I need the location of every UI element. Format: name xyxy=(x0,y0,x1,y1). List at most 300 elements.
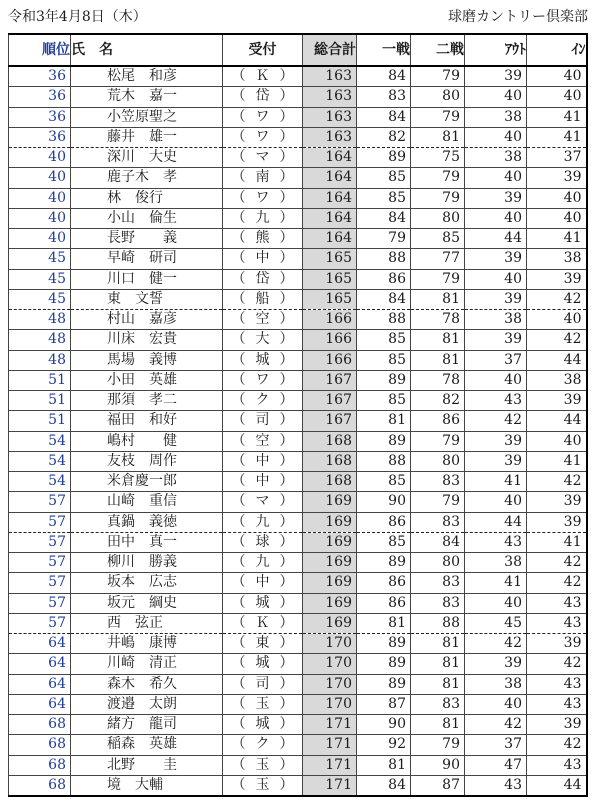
rank-cell: 40 xyxy=(9,188,71,208)
out-cell: 40 xyxy=(465,208,527,228)
name-cell: 鹿子木 孝 xyxy=(71,168,223,188)
table-row xyxy=(9,451,587,471)
reception-cell xyxy=(223,310,303,330)
table-row xyxy=(9,188,587,208)
rank-cell: 64 xyxy=(9,634,71,654)
reception-code: 玉 xyxy=(255,776,270,793)
second-round-cell: 79 xyxy=(411,168,465,188)
reception-cell xyxy=(223,168,303,188)
name-cell: 坂元 綱史 xyxy=(71,593,223,613)
reception-code: 城 xyxy=(255,716,270,733)
paren-open: （ xyxy=(231,655,246,672)
paren-open: （ xyxy=(231,756,246,773)
paren-close: ） xyxy=(279,513,294,530)
total-cell: 170 xyxy=(303,694,357,714)
first-round-cell: 86 xyxy=(357,593,411,613)
paren-open: （ xyxy=(231,128,246,145)
table-row xyxy=(9,553,587,573)
total-cell: 170 xyxy=(303,674,357,694)
paren-close: ） xyxy=(279,574,294,591)
paren-open: （ xyxy=(231,250,246,267)
rank-cell: 45 xyxy=(9,269,71,289)
out-cell: 37 xyxy=(465,735,527,755)
paren-open: （ xyxy=(231,452,246,469)
first-round-cell: 81 xyxy=(357,613,411,633)
first-round-cell: 84 xyxy=(357,66,411,87)
second-round-cell: 81 xyxy=(411,127,465,147)
out-cell: 41 xyxy=(465,573,527,593)
paren-open: （ xyxy=(231,290,246,307)
out-cell: 39 xyxy=(465,289,527,309)
paren-close: ） xyxy=(279,655,294,672)
first-round-cell: 89 xyxy=(357,674,411,694)
name-cell: 小田 英雄 xyxy=(71,370,223,390)
in-cell: 39 xyxy=(527,512,587,532)
name-cell: 福田 和好 xyxy=(71,411,223,431)
table-row xyxy=(9,532,587,552)
second-round-cell: 82 xyxy=(411,391,465,411)
name-cell: 村山 嘉彦 xyxy=(71,310,223,330)
first-round-cell: 84 xyxy=(357,107,411,127)
first-round-cell: 89 xyxy=(357,634,411,654)
reception-code: ク xyxy=(255,392,270,409)
second-round-cell: 86 xyxy=(411,411,465,431)
out-cell: 37 xyxy=(465,350,527,370)
out-cell: 45 xyxy=(465,613,527,633)
col-total-header: 総合計 xyxy=(303,34,357,66)
first-round-cell: 92 xyxy=(357,735,411,755)
reception-code: ワ xyxy=(255,371,270,388)
reception-cell xyxy=(223,735,303,755)
rank-cell: 64 xyxy=(9,654,71,674)
rank-cell: 57 xyxy=(9,573,71,593)
paren-close: ） xyxy=(279,68,294,85)
total-cell: 165 xyxy=(303,249,357,269)
paren-open: （ xyxy=(231,594,246,611)
paren-open: （ xyxy=(231,169,246,186)
paren-close: ） xyxy=(279,635,294,652)
second-round-cell: 83 xyxy=(411,512,465,532)
out-cell: 39 xyxy=(465,66,527,87)
total-cell: 164 xyxy=(303,168,357,188)
second-round-cell: 81 xyxy=(411,654,465,674)
reception-cell xyxy=(223,492,303,512)
first-round-cell: 86 xyxy=(357,269,411,289)
out-cell: 38 xyxy=(465,107,527,127)
paren-close: ） xyxy=(279,533,294,550)
paren-open: （ xyxy=(231,88,246,105)
reception-cell xyxy=(223,573,303,593)
paren-open: （ xyxy=(231,189,246,206)
paren-open: （ xyxy=(231,776,246,793)
table-row xyxy=(9,391,587,411)
reception-code: 球 xyxy=(255,533,270,550)
rank-cell: 40 xyxy=(9,208,71,228)
paren-close: ） xyxy=(279,270,294,287)
total-cell: 171 xyxy=(303,775,357,796)
second-round-cell: 79 xyxy=(411,188,465,208)
table-row xyxy=(9,735,587,755)
out-cell: 43 xyxy=(465,775,527,796)
first-round-cell: 89 xyxy=(357,370,411,390)
total-cell: 167 xyxy=(303,391,357,411)
first-round-cell: 85 xyxy=(357,532,411,552)
first-round-cell: 85 xyxy=(357,472,411,492)
col-in-header: ｲﾝ xyxy=(527,34,587,66)
total-cell: 168 xyxy=(303,431,357,451)
name-cell: 長野 義 xyxy=(71,229,223,249)
paren-close: ） xyxy=(279,169,294,186)
in-cell: 41 xyxy=(527,127,587,147)
reception-code: ワ xyxy=(255,128,270,145)
reception-code: 中 xyxy=(255,574,270,591)
first-round-cell: 89 xyxy=(357,148,411,168)
paren-open: （ xyxy=(231,675,246,692)
first-round-cell: 83 xyxy=(357,87,411,107)
rank-cell: 68 xyxy=(9,775,71,796)
reception-cell xyxy=(223,188,303,208)
table-row xyxy=(9,107,587,127)
paren-open: （ xyxy=(231,311,246,328)
out-cell: 40 xyxy=(465,593,527,613)
rank-cell: 68 xyxy=(9,715,71,735)
second-round-cell: 90 xyxy=(411,755,465,775)
reception-code: 中 xyxy=(255,250,270,267)
col-first-round-header: 一戦 xyxy=(357,34,411,66)
first-round-cell: 90 xyxy=(357,715,411,735)
rank-cell: 36 xyxy=(9,87,71,107)
out-cell: 43 xyxy=(465,391,527,411)
paren-open: （ xyxy=(231,635,246,652)
paren-close: ） xyxy=(279,149,294,166)
paren-close: ） xyxy=(279,230,294,247)
first-round-cell: 89 xyxy=(357,553,411,573)
out-cell: 39 xyxy=(465,188,527,208)
first-round-cell: 85 xyxy=(357,168,411,188)
total-cell: 164 xyxy=(303,148,357,168)
reception-cell xyxy=(223,674,303,694)
reception-cell xyxy=(223,431,303,451)
reception-code: 大 xyxy=(255,331,270,348)
name-cell: 坂本 広志 xyxy=(71,573,223,593)
table-row xyxy=(9,350,587,370)
rank-cell: 57 xyxy=(9,613,71,633)
table-row xyxy=(9,694,587,714)
table-row xyxy=(9,431,587,451)
table-row xyxy=(9,66,587,87)
second-round-cell: 81 xyxy=(411,330,465,350)
paren-close: ） xyxy=(279,128,294,145)
second-round-cell: 79 xyxy=(411,107,465,127)
reception-code: マ xyxy=(255,149,270,166)
in-cell: 42 xyxy=(527,553,587,573)
second-round-cell: 78 xyxy=(411,310,465,330)
rank-cell: 51 xyxy=(9,370,71,390)
reception-code: 南 xyxy=(255,169,270,186)
paren-open: （ xyxy=(231,554,246,571)
reception-code: 玉 xyxy=(255,695,270,712)
second-round-cell: 80 xyxy=(411,451,465,471)
first-round-cell: 85 xyxy=(357,391,411,411)
paren-open: （ xyxy=(231,493,246,510)
name-cell: 松尾 和彦 xyxy=(71,66,223,87)
paren-close: ） xyxy=(279,392,294,409)
name-cell: 早崎 研司 xyxy=(71,249,223,269)
total-cell: 167 xyxy=(303,411,357,431)
table-row xyxy=(9,674,587,694)
paren-close: ） xyxy=(279,351,294,368)
first-round-cell: 82 xyxy=(357,127,411,147)
table-row xyxy=(9,289,587,309)
table-row xyxy=(9,411,587,431)
total-cell: 169 xyxy=(303,593,357,613)
reception-code: 中 xyxy=(255,473,270,490)
reception-code: 司 xyxy=(255,412,270,429)
first-round-cell: 81 xyxy=(357,755,411,775)
total-cell: 164 xyxy=(303,229,357,249)
first-round-cell: 84 xyxy=(357,289,411,309)
paren-open: （ xyxy=(231,513,246,530)
reception-code: 九 xyxy=(255,554,270,571)
in-cell: 44 xyxy=(527,775,587,796)
reception-code: Ｋ xyxy=(255,614,270,631)
name-cell: 柳川 勝義 xyxy=(71,553,223,573)
paren-close: ） xyxy=(279,432,294,449)
second-round-cell: 79 xyxy=(411,269,465,289)
out-cell: 43 xyxy=(465,532,527,552)
second-round-cell: 84 xyxy=(411,532,465,552)
first-round-cell: 87 xyxy=(357,694,411,714)
paren-close: ） xyxy=(279,594,294,611)
first-round-cell: 85 xyxy=(357,188,411,208)
rank-cell: 57 xyxy=(9,532,71,552)
total-cell: 165 xyxy=(303,289,357,309)
first-round-cell: 84 xyxy=(357,775,411,796)
rank-cell: 40 xyxy=(9,168,71,188)
in-cell: 44 xyxy=(527,350,587,370)
out-cell: 40 xyxy=(465,492,527,512)
name-cell: 小笠原聖之 xyxy=(71,107,223,127)
reception-cell xyxy=(223,755,303,775)
col-out-header: ｱｳﾄ xyxy=(465,34,527,66)
name-cell: 田中 真一 xyxy=(71,532,223,552)
table-row xyxy=(9,775,587,796)
out-cell: 40 xyxy=(465,87,527,107)
in-cell: 40 xyxy=(527,87,587,107)
out-cell: 39 xyxy=(465,330,527,350)
results-table xyxy=(8,33,588,797)
total-cell: 170 xyxy=(303,634,357,654)
reception-code: 九 xyxy=(255,513,270,530)
out-cell: 38 xyxy=(465,148,527,168)
paren-close: ） xyxy=(279,311,294,328)
total-cell: 171 xyxy=(303,715,357,735)
second-round-cell: 75 xyxy=(411,148,465,168)
second-round-cell: 81 xyxy=(411,350,465,370)
reception-code: 熊 xyxy=(255,230,270,247)
paren-close: ） xyxy=(279,331,294,348)
paren-open: （ xyxy=(231,68,246,85)
table-row xyxy=(9,492,587,512)
reception-code: 中 xyxy=(255,452,270,469)
reception-cell xyxy=(223,694,303,714)
second-round-cell: 83 xyxy=(411,694,465,714)
first-round-cell: 85 xyxy=(357,350,411,370)
reception-code: 東 xyxy=(255,635,270,652)
table-row xyxy=(9,330,587,350)
total-cell: 168 xyxy=(303,472,357,492)
reception-code: 九 xyxy=(255,209,270,226)
reception-cell xyxy=(223,553,303,573)
paren-open: （ xyxy=(231,270,246,287)
reception-code: 司 xyxy=(255,675,270,692)
in-cell: 43 xyxy=(527,755,587,775)
paren-close: ） xyxy=(279,88,294,105)
first-round-cell: 88 xyxy=(357,249,411,269)
second-round-cell: 83 xyxy=(411,573,465,593)
first-round-cell: 90 xyxy=(357,492,411,512)
total-cell: 169 xyxy=(303,492,357,512)
first-round-cell: 86 xyxy=(357,512,411,532)
out-cell: 40 xyxy=(465,370,527,390)
reception-cell xyxy=(223,613,303,633)
reception-code: 船 xyxy=(255,290,270,307)
out-cell: 38 xyxy=(465,674,527,694)
in-cell: 42 xyxy=(527,735,587,755)
total-cell: 167 xyxy=(303,370,357,390)
reception-cell xyxy=(223,249,303,269)
name-cell: 西 弦正 xyxy=(71,613,223,633)
total-cell: 169 xyxy=(303,573,357,593)
second-round-cell: 81 xyxy=(411,674,465,694)
rank-cell: 54 xyxy=(9,431,71,451)
table-row xyxy=(9,87,587,107)
in-cell: 40 xyxy=(527,188,587,208)
rank-cell: 40 xyxy=(9,229,71,249)
reception-cell xyxy=(223,715,303,735)
second-round-cell: 79 xyxy=(411,431,465,451)
first-round-cell: 88 xyxy=(357,451,411,471)
reception-cell xyxy=(223,330,303,350)
second-round-cell: 88 xyxy=(411,613,465,633)
in-cell: 43 xyxy=(527,593,587,613)
total-cell: 170 xyxy=(303,654,357,674)
in-cell: 41 xyxy=(527,107,587,127)
reception-code: 岱 xyxy=(255,88,270,105)
in-cell: 37 xyxy=(527,148,587,168)
date-label: 令和3年4月8日（木） xyxy=(8,9,147,25)
name-cell: 小山 倫生 xyxy=(71,208,223,228)
total-cell: 168 xyxy=(303,451,357,471)
name-cell: 東 文誓 xyxy=(71,289,223,309)
reception-code: ワ xyxy=(255,189,270,206)
out-cell: 42 xyxy=(465,715,527,735)
first-round-cell: 89 xyxy=(357,654,411,674)
name-cell: 馬場 義博 xyxy=(71,350,223,370)
name-cell: 稲森 英雄 xyxy=(71,735,223,755)
table-row xyxy=(9,249,587,269)
out-cell: 38 xyxy=(465,310,527,330)
paren-close: ） xyxy=(279,473,294,490)
total-cell: 163 xyxy=(303,66,357,87)
paren-close: ） xyxy=(279,371,294,388)
paren-close: ） xyxy=(279,412,294,429)
first-round-cell: 88 xyxy=(357,310,411,330)
paren-open: （ xyxy=(231,695,246,712)
table-row xyxy=(9,593,587,613)
out-cell: 47 xyxy=(465,755,527,775)
paren-close: ） xyxy=(279,614,294,631)
out-cell: 39 xyxy=(465,451,527,471)
in-cell: 42 xyxy=(527,289,587,309)
total-cell: 171 xyxy=(303,755,357,775)
total-cell: 165 xyxy=(303,269,357,289)
paren-open: （ xyxy=(231,149,246,166)
rank-cell: 57 xyxy=(9,492,71,512)
rank-cell: 40 xyxy=(9,148,71,168)
paren-close: ） xyxy=(279,189,294,206)
rank-cell: 45 xyxy=(9,249,71,269)
second-round-cell: 87 xyxy=(411,775,465,796)
paren-close: ） xyxy=(279,493,294,510)
name-cell: 深川 大史 xyxy=(71,148,223,168)
rank-cell: 57 xyxy=(9,512,71,532)
reception-cell xyxy=(223,451,303,471)
out-cell: 39 xyxy=(465,654,527,674)
in-cell: 42 xyxy=(527,654,587,674)
reception-cell xyxy=(223,391,303,411)
col-reception-header: 受付 xyxy=(223,34,303,66)
in-cell: 38 xyxy=(527,370,587,390)
second-round-cell: 83 xyxy=(411,593,465,613)
rank-cell: 57 xyxy=(9,593,71,613)
second-round-cell: 79 xyxy=(411,66,465,87)
col-name-header: 氏 名 xyxy=(71,34,223,66)
out-cell: 41 xyxy=(465,472,527,492)
first-round-cell: 81 xyxy=(357,411,411,431)
col-rank-header: 順位 xyxy=(9,34,71,66)
out-cell: 40 xyxy=(465,694,527,714)
out-cell: 44 xyxy=(465,229,527,249)
name-cell: 川崎 清正 xyxy=(71,654,223,674)
total-cell: 169 xyxy=(303,512,357,532)
second-round-cell: 80 xyxy=(411,553,465,573)
table-row xyxy=(9,127,587,147)
in-cell: 39 xyxy=(527,634,587,654)
second-round-cell: 77 xyxy=(411,249,465,269)
second-round-cell: 85 xyxy=(411,229,465,249)
reception-cell xyxy=(223,775,303,796)
in-cell: 43 xyxy=(527,613,587,633)
name-cell: 緒方 龍司 xyxy=(71,715,223,735)
reception-code: 城 xyxy=(255,655,270,672)
rank-cell: 54 xyxy=(9,472,71,492)
table-row xyxy=(9,715,587,735)
second-round-cell: 79 xyxy=(411,735,465,755)
table-row xyxy=(9,168,587,188)
name-cell: 友枝 周作 xyxy=(71,451,223,471)
second-round-cell: 81 xyxy=(411,289,465,309)
second-round-cell: 80 xyxy=(411,87,465,107)
paren-close: ） xyxy=(279,209,294,226)
in-cell: 42 xyxy=(527,573,587,593)
in-cell: 40 xyxy=(527,310,587,330)
paren-close: ） xyxy=(279,250,294,267)
table-row xyxy=(9,755,587,775)
reception-cell xyxy=(223,66,303,87)
name-cell: 藤井 雄一 xyxy=(71,127,223,147)
total-cell: 166 xyxy=(303,310,357,330)
